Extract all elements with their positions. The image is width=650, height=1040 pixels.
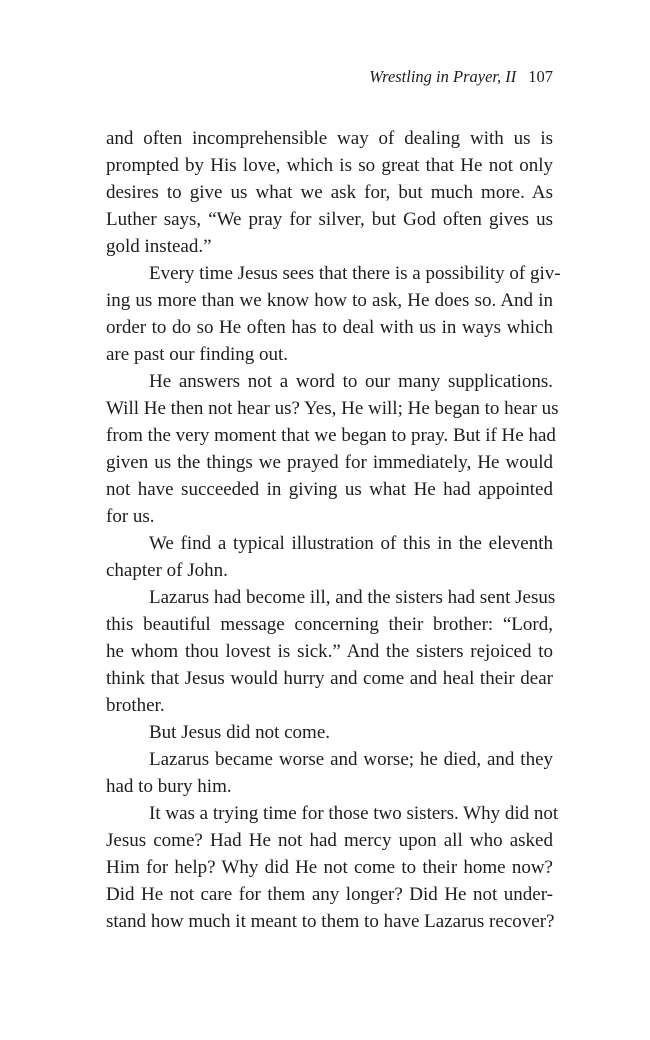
paragraph [106,260,561,368]
paragraph [106,368,559,530]
text-line: Did He not care for them any longer? Did He not under- [106,884,553,905]
text-line: gold instead.” [106,236,212,257]
paragraph [106,584,556,719]
running-title: Wrestling in Prayer, II [369,67,517,86]
text-line: think that Jesus would hurry and come and heal their dear [106,668,553,689]
text-line: Luther says, “We pray for silver, but God often gives us [106,209,553,230]
text-line: Him for help? Why did He not come to their home now? [106,857,553,878]
page-number: 107 [528,67,553,86]
text-line: We find a typical illustration of this in the eleventh [149,533,553,554]
text-line: desires to give us what we ask for, but much more. As [106,182,553,203]
text-line: order to do so He often has to deal with us in ways which [106,317,553,338]
text-line: for us. [106,506,155,527]
text-line: Lazarus became worse and worse; he died, and they [149,749,553,770]
paragraph [106,746,553,800]
body-text [106,125,561,935]
text-line: prompted by His love, which is so great that He not only [106,155,553,176]
text-line: Lazarus had become ill, and the sisters had sent Jesus [149,587,556,608]
paragraph [106,800,559,935]
text-line: brother. [106,695,165,716]
text-line: he whom thou lovest is sick.” And the sisters rejoiced to [106,641,553,662]
paragraph [106,719,553,746]
running-header [369,66,553,88]
text-line: chapter of John. [106,560,228,581]
text-line: are past our finding out. [106,344,289,365]
text-line: ing us more than we know how to ask, He does so. And in [106,290,553,311]
paragraph [106,530,553,584]
text-line: and often incomprehensible way of dealing with us is [106,128,553,149]
text-line: from the very moment that we began to pray. But if He had [106,425,556,446]
text-line: not have succeeded in giving us what He had appointed [106,479,553,500]
text-line: had to bury him. [106,776,232,797]
text-line: this beautiful message concerning their brother: “Lord, [106,614,553,635]
text-line: given us the things we prayed for immediately, He would [106,452,553,473]
text-line: But Jesus did not come. [149,722,331,743]
text-line: stand how much it meant to them to have Lazarus recover? [106,911,555,932]
text-line: Will He then not hear us? Yes, He will; He began to hear us [106,398,559,419]
text-line: He answers not a word to our many supplications. [149,371,553,392]
text-line: It was a trying time for those two sisters. Why did not [149,803,559,824]
text-line: Jesus come? Had He not had mercy upon all who asked [106,830,553,851]
text-line: Every time Jesus sees that there is a possibility of giv- [149,263,561,284]
paragraph [106,125,553,260]
